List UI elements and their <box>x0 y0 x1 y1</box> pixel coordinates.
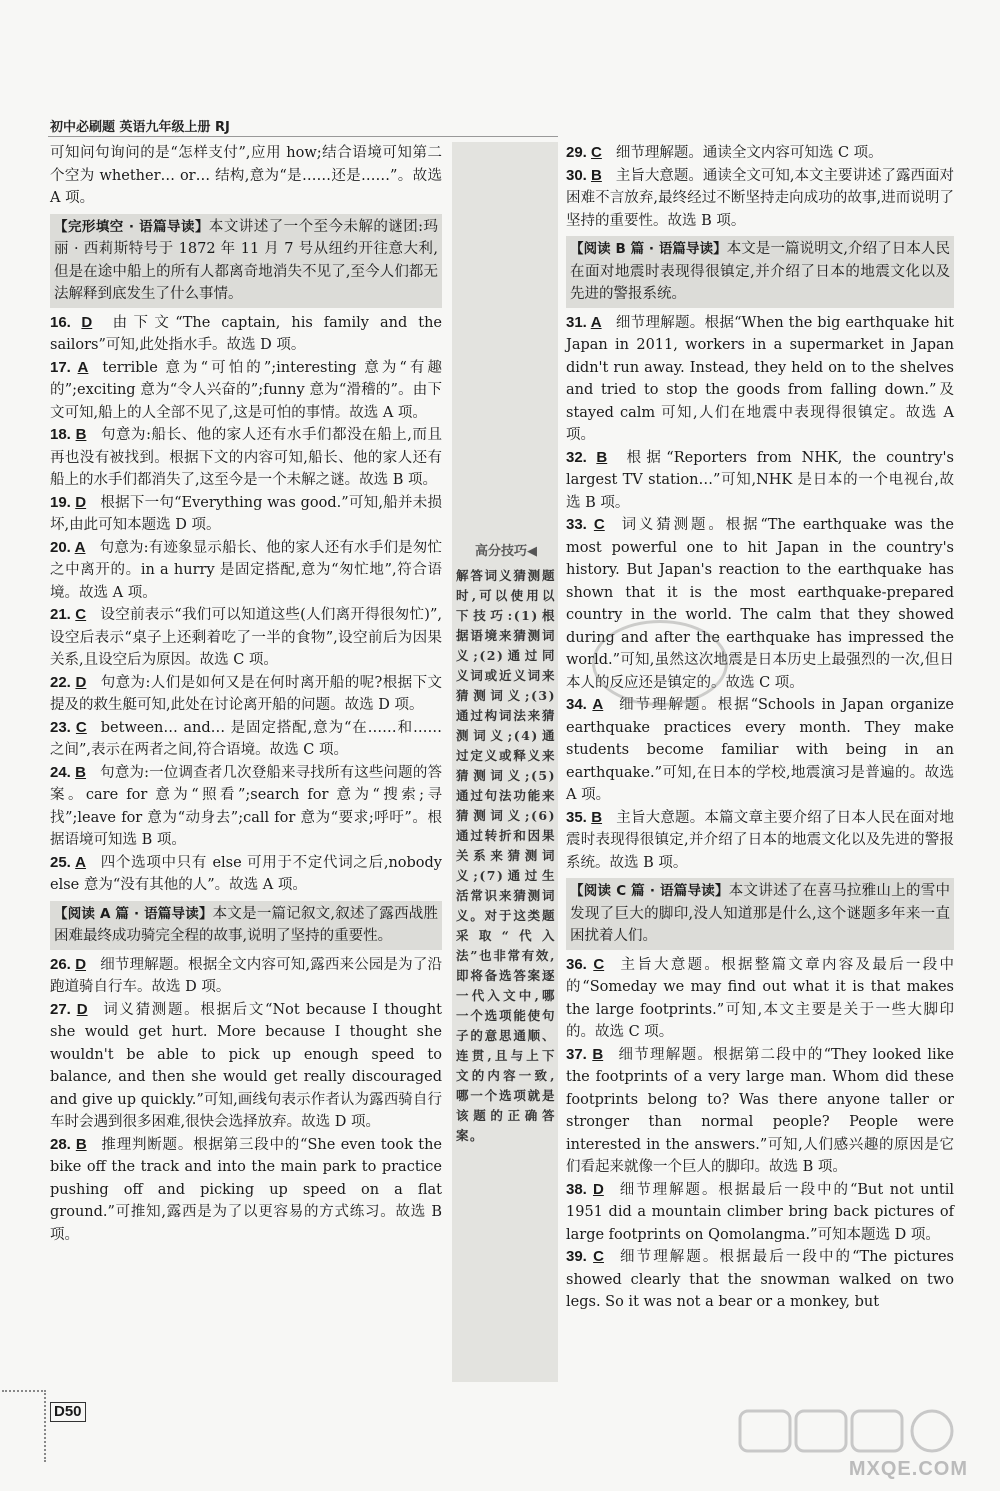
explanation-text: 词义猜测题。根据“The earthquake was the most powerful one to hit Japan in the country's history. But Japan's reaction to the earthquake has shown that it is the most earthquake-prepared country in the world. The calm that they showed during and after the earthquake has impressed the world.”可知,虽然这次地震是日本历史上最强烈的一次,但日本人的反应还是镇定的。故选 C 项。 <box>566 517 954 691</box>
question-number: 39. <box>566 1248 594 1265</box>
answer-letter: D <box>75 493 87 511</box>
question-number: 16. <box>50 313 82 331</box>
question-number: 23. <box>50 718 76 736</box>
question-number: 35. <box>566 808 592 826</box>
watermark-stamp <box>592 620 728 706</box>
answer-item <box>50 604 442 672</box>
question-number: 29. <box>566 144 592 161</box>
reading-guide <box>50 901 442 950</box>
answer-item <box>566 1044 954 1179</box>
explanation-text: 句意为:人们是如何又是在何时离开船的呢?根据下文提及的救生艇可知,此处在讨论离开船的问题。故选 D 项。 <box>50 674 442 713</box>
answer-letter: B <box>75 426 87 443</box>
answer-letter: A <box>74 538 86 556</box>
question-number: 30. <box>566 166 592 184</box>
explanation-text: 主旨大意题。本篇文章主要介绍了日本人民在面对地震时表现得很镇定,并介绍了日本的地震文化以及先进的警报系统。故选 B 项。 <box>566 809 954 871</box>
answer-item <box>50 1134 442 1247</box>
reading-guide <box>50 214 442 308</box>
answer-letter: C <box>75 718 87 736</box>
question-number: 20. <box>50 538 75 556</box>
answer-item <box>50 492 442 537</box>
answer-item <box>566 807 954 875</box>
explanation-text: 四个选项中只有 else 可用于不定代词之后,nobody else 意为“没有其他的人”。故选 A 项。 <box>50 854 442 893</box>
answer-item <box>50 999 442 1134</box>
guide-text: 本文是一篇记叙文,叙述了露西战胜困难最终成功骑完全程的故事,说明了坚持的重要性。 <box>54 905 438 944</box>
answer-letter: B <box>75 763 87 781</box>
explanation-text: 句意为:有迹象显示船长、他的家人还有水手们是匆忙之中离开的。in a hurry 是固定搭配,意为“匆忙地”,符合语境。故选 A 项。 <box>50 539 442 601</box>
header-divider <box>48 136 558 137</box>
answer-item <box>50 954 442 999</box>
answer-letter: D <box>75 955 87 973</box>
answer-item <box>566 312 954 447</box>
answer-letter: A <box>590 313 602 331</box>
answer-item <box>566 694 954 807</box>
explanation-text: between… and… 是固定搭配,意为“在……和……之间”,表示在两者之间,符合语境。故选 C 项。 <box>50 719 442 758</box>
answer-item <box>566 1179 954 1247</box>
answer-letter: A <box>592 696 604 713</box>
answer-letter: B <box>75 1135 87 1153</box>
explanation-text: 细节理解题。根据“When the big earthquake hit Japan in 2011, workers in a supermarket in Japan didn't run away. Instead, they held on to the shelves and tried to stop the goods from falling down.”及 stayed calm 可知,人们在地震中表现得很镇定。故选 A 项。 <box>566 314 954 443</box>
answer-item <box>566 1246 954 1314</box>
question-number: 26. <box>50 955 76 973</box>
answer-item <box>50 717 442 762</box>
explanation-text: 句意为:一位调查者几次登船来寻找所有这些问题的答案。care for 意为“照看”;search for 意为“搜索;寻找”;leave for 意为“动身去”;call for 意为“要求;呼吁”。根据语境可知选 B 项。 <box>50 764 442 848</box>
explanation-text: 根据下一句“Everything was good.”可知,船并未损坏,由此可知本题选 D 项。 <box>50 494 442 533</box>
answer-letter: A <box>75 853 87 871</box>
question-number: 27. <box>50 1000 77 1018</box>
answer-item <box>50 312 442 357</box>
guide-tag: 【阅读 B 篇 · 语篇导读】 <box>570 241 727 257</box>
question-number: 34. <box>566 696 593 713</box>
question-number: 24. <box>50 763 76 781</box>
answer-letter: C <box>593 516 605 533</box>
question-number: 19. <box>50 493 76 511</box>
guide-text: 本文讲述了在喜马拉雅山上的雪中发现了巨大的脚印,没人知道那是什么,这个谜题多年来一直困扰着人们。 <box>570 883 950 944</box>
question-number: 37. <box>566 1045 593 1063</box>
answer-letter: C <box>591 144 602 161</box>
tip-body: 解答词义猜测题时,可以使用以下技巧:(1)根据语境来猜测词义;(2)通过同义词或近义词来猜测词义;(3)通过构词法来猜测词义;(4)通过定义或释义来猜测词义;(5)通过句法功能来猜测词义;(6)通过转折和因果关系来猜测词义;(7)通过生活常识来猜测词义。对于这类题采取“代入法”也非常有效,即将备选答案逐一代入文中,哪一个选项能使句子的意思通顺、连贯,且与上下文的内容一致,哪一个选项就是该题的正确答案。 <box>456 568 556 1143</box>
explanation-text: 设空前表示“我们可以知道这些(人们离开得很匆忙)”,设空后表示“桌子上还剩着吃了一半的食物”,设空前后为因果关系,且设空后为原因。故选 C 项。 <box>50 607 442 668</box>
answer-item <box>566 142 954 165</box>
explanation-text: 细节理解题。根据最后一段中的“The pictures showed clearly that the snowman walked on two legs. So it was not a bear or a monkey, but <box>566 1249 954 1310</box>
guide-text: 本文是一篇说明文,介绍了日本人民在面对地震时表现得很镇定,并介绍了日本的地震文化以及先进的警报系统。 <box>570 241 951 302</box>
explanation-text: 细节理解题。根据最后一段中的“But not until 1951 did a mountain climber bring back pictures of large footprints on Qomolangma.”可知本题选 D 项。 <box>566 1181 954 1243</box>
explanation-text: 细节理解题。根据“Schools in Japan organize earthquake practices every month. They make students become familiar with being in an earthquake.”可知,在日本的学校,地震演习是普遍的。故选 A 项。 <box>566 697 954 803</box>
question-number: 22. <box>50 673 76 691</box>
answer-letter: A <box>77 358 89 376</box>
answer-item <box>566 954 954 1044</box>
answer-item <box>50 762 442 852</box>
guide-tag: 【阅读 A 篇 · 语篇导读】 <box>54 905 213 922</box>
answer-letter: B <box>596 448 608 466</box>
question-number: 21. <box>50 606 76 623</box>
answer-letter: D <box>75 673 87 691</box>
question-number: 25. <box>50 853 76 871</box>
answer-item <box>566 447 954 515</box>
question-number: 38. <box>566 1180 593 1198</box>
guide-tag: 【阅读 C 篇 · 语篇导读】 <box>570 883 729 899</box>
answer-letter: B <box>591 808 603 826</box>
explanation-text: 根据“Reporters from NHK, the country's largest TV station…”可知,NHK 是日本的一个电视台,故选 B 项。 <box>566 449 954 511</box>
reading-guide <box>566 878 954 950</box>
explanation-text: 细节理解题。通读全文内容可知选 C 项。 <box>615 145 883 161</box>
answer-item <box>566 165 954 233</box>
answer-item <box>50 672 442 717</box>
continued-text: 可知问句询问的是“怎样支付”,应用 how;结合语境可知第二个空为 whether… or… 结构,意为“是……还是……”。故选 A 项。 <box>50 145 442 206</box>
question-number: 31. <box>566 313 591 331</box>
question-number: 36. <box>566 955 594 973</box>
explanation-text: 句意为:船长、他的家人还有水手们都没在船上,而且再也没有被找到。根据下文的内容可知,船长、他的家人还有船上的水手们都消失了,这至今是一个未解之谜。故选 B 项。 <box>50 427 442 488</box>
page-number: D50 <box>50 1402 86 1422</box>
answer-letter: C <box>593 955 605 973</box>
question-number: 32. <box>566 448 597 466</box>
guide-text: 本文讲述了一个至今未解的谜团:玛丽 · 西莉斯特号于 1872 年 11 月 7 号从纽约开往意大利,但是在途中船上的所有人都离奇地消失不见了,至今人们都无法解释到底发生了什么事情。 <box>54 218 439 302</box>
answer-letter: C <box>593 1248 604 1265</box>
tip-title: 高分技巧◀ <box>475 544 537 559</box>
answer-item <box>50 852 442 897</box>
answer-letter: B <box>591 166 602 184</box>
explanation-text: 词义猜测题。根据后文“Not because I thought she would get hurt. More because I thought she wouldn't be able to pick up enough speed to balance, and then she would get really discouraged and give up quickly.”可知,画线句表示作者认为露西骑自行车时会遇到很多困难,很快会选择放弃。故选 D 项。 <box>50 1001 442 1130</box>
question-number: 33. <box>566 516 594 533</box>
answer-letter: D <box>592 1180 604 1198</box>
answer-item <box>50 424 442 492</box>
explanation-text: 主旨大意题。通读全文可知,本文主要讲述了露西面对困难不言放弃,最终经过不断坚持走向成功的故事,进而说明了坚持的重要性。故选 B 项。 <box>566 167 954 229</box>
answer-letter: B <box>592 1045 604 1063</box>
explanation-text: 细节理解题。根据全文内容可知,露西来公园是为了沿跑道骑自行车。故选 D 项。 <box>50 956 442 995</box>
left-column <box>50 142 442 1246</box>
site-logo-text: MXQE.COM <box>848 1458 968 1480</box>
explanation-text: 主旨大意题。根据整篇文章内容及最后一段中的“Someday we may find out what it is that makes the large footprints.”可知,本文主要是关于一些大脚印的。故选 C 项。 <box>566 956 954 1040</box>
answer-letter: D <box>76 1000 88 1018</box>
explanation-text: 推理判断题。根据第三段中的“She even took the bike off the track and into the main park to practice pushing off and picking up speed on a flat ground.”可推知,露西是为了以更容易的方式练习。故选 B 项。 <box>50 1136 442 1243</box>
right-column <box>566 142 954 1314</box>
answer-item <box>50 537 442 605</box>
explanation-text: 由下文“The captain, his family and the sailors”可知,此处指水手。故选 D 项。 <box>50 314 442 353</box>
page-header: 初中必刷题 英语九年级上册 RJ <box>50 120 230 135</box>
answer-item <box>50 357 442 425</box>
guide-tag: 【完形填空 · 语篇导读】 <box>54 218 209 235</box>
corner-decoration <box>2 1390 46 1462</box>
reading-guide <box>566 236 954 308</box>
question-number: 18. <box>50 426 76 443</box>
explanation-text: terrible 意为“可怕的”;interesting 意为“有趣的”;exciting 意为“令人兴奋的”;funny 意为“滑稽的”。由下文可知,船上的人全部不见了,这是可怕的事情。故选 A 项。 <box>50 359 442 421</box>
question-number: 28. <box>50 1135 76 1153</box>
explanation-text: 细节理解题。根据第二段中的“They looked like the footprints of a very large man. Whom did these footprints belong to? Was there anyone taller or stronger than normal people? People were interested in the answers.”可知,人们感兴趣的原因是它们看起来就像一个巨人的脚印。故选 B 项。 <box>566 1046 954 1175</box>
answer-letter: D <box>81 313 93 331</box>
question-number: 17. <box>50 358 78 376</box>
answer-letter: C <box>75 606 87 623</box>
